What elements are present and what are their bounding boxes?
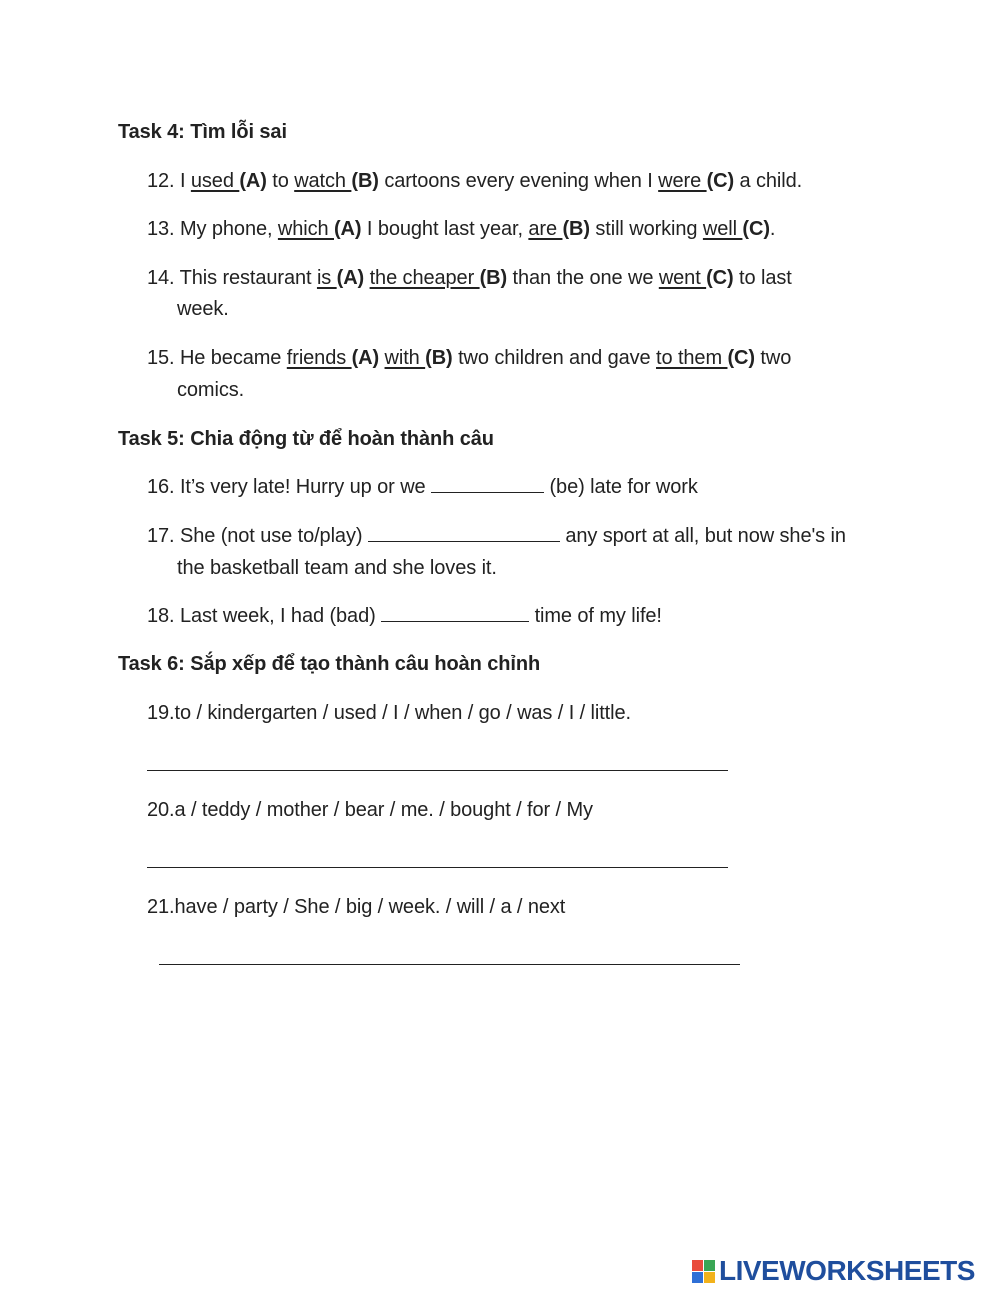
question-12: 12. I used (A) to watch (B) cartoons every evening when I were (C) a child. <box>147 170 803 192</box>
logo-text: LIVEWORKSHEETS <box>719 1255 975 1286</box>
question-14: 14. This restaurant is (A) the cheaper (B) than the one we went (C) to last <box>147 267 792 289</box>
answer-blank-18[interactable] <box>381 605 529 622</box>
question-16: 16. It’s very late! Hurry up or we (be) late for work <box>147 476 698 498</box>
question-20: 20.a / teddy / mother / bear / me. / bought / for / My <box>147 799 593 821</box>
task6-heading: Task 6: Sắp xếp để tạo thành câu hoàn chỉnh <box>118 653 541 675</box>
question-17: 17. She (not use to/play) any sport at all, but now she's in <box>147 525 846 547</box>
answer-line-20[interactable] <box>147 867 728 868</box>
question-15-continued: comics. <box>177 379 245 401</box>
question-18: 18. Last week, I had (bad) time of my life! <box>147 605 662 627</box>
liveworksheets-logo-icon <box>692 1260 715 1283</box>
task5-heading: Task 5: Chia động từ để hoàn thành câu <box>118 428 494 450</box>
answer-blank-16[interactable] <box>431 476 544 493</box>
question-13: 13. My phone, which (A) I bought last year, are (B) still working well (C). <box>147 218 776 240</box>
question-19: 19.to / kindergarten / used / I / when / go / was / I / little. <box>147 702 631 724</box>
question-21: 21.have / party / She / big / week. / will / a / next <box>147 896 566 918</box>
question-15: 15. He became friends (A) with (B) two children and gave to them (C) two <box>147 347 792 369</box>
answer-blank-17[interactable] <box>368 525 560 542</box>
answer-line-19[interactable] <box>147 770 728 771</box>
question-17-continued: the basketball team and she loves it. <box>177 557 497 579</box>
liveworksheets-logo <box>692 1256 975 1286</box>
answer-line-21[interactable] <box>159 964 740 965</box>
task4-heading: Task 4: Tìm lỗi sai <box>118 121 287 143</box>
question-14-continued: week. <box>177 298 229 320</box>
